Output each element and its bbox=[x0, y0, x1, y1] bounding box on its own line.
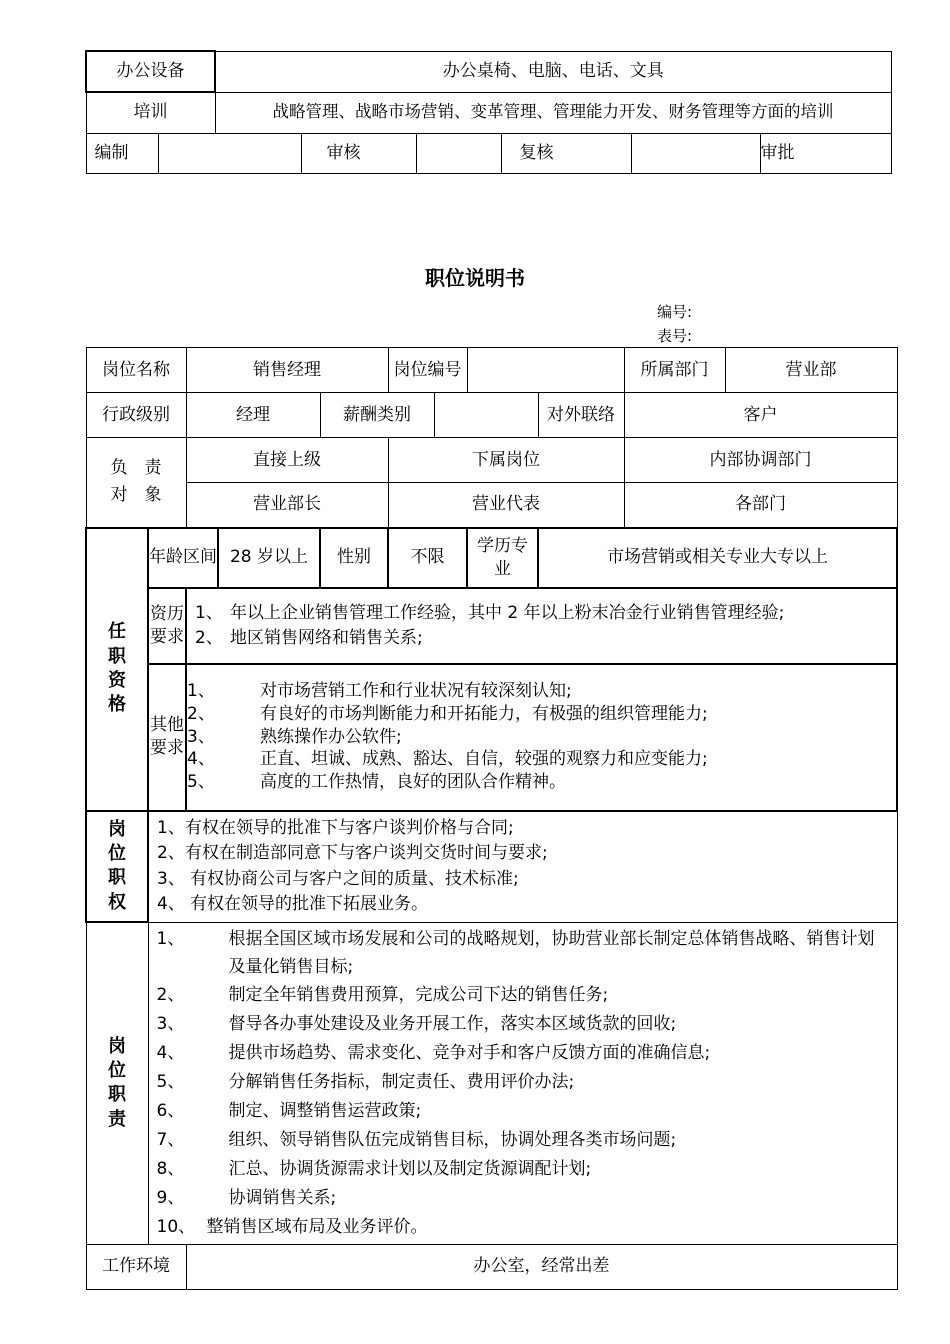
list-item: 1、 根据全国区域市场发展和公司的战略规划，协助营业部长制定总体销售战略、销售计划及量化销售目标; bbox=[156, 928, 875, 977]
office-equipment-label: 办公设备 bbox=[86, 51, 215, 92]
other-requirements bbox=[186, 664, 897, 811]
responsibility-label-line2: 对 象 bbox=[110, 485, 162, 506]
list-item: 4、 正直、坦诚、成熟、豁达、自信，较强的观察力和应变能力; bbox=[187, 749, 708, 770]
authority-list bbox=[148, 811, 897, 923]
department-label: 所属部门 bbox=[624, 348, 725, 393]
list-item: 8、 汇总、协调货源需求计划以及制定货源调配计划; bbox=[156, 1158, 592, 1179]
post-number-label: 岗位编号 bbox=[388, 348, 467, 393]
experience-label bbox=[148, 588, 186, 664]
responsibility-label-line1: 负 责 bbox=[110, 458, 162, 479]
list-item: 3、 熟练操作办公软件; bbox=[187, 726, 402, 747]
qualification-char-3: 资 bbox=[108, 670, 126, 691]
environment-label: 工作环境 bbox=[86, 1244, 186, 1289]
list-item: 3、 有权协商公司与客户之间的质量、技术标准; bbox=[157, 868, 519, 889]
internal-dept-value: 各部门 bbox=[624, 483, 897, 528]
post-name-value: 销售经理 bbox=[186, 348, 388, 393]
subordinate-value: 营业代表 bbox=[388, 483, 624, 528]
office-equipment-value: 办公桌椅、电脑、电话、文具 bbox=[215, 51, 891, 92]
level-label: 行政级别 bbox=[86, 393, 186, 438]
salary-value bbox=[434, 393, 538, 438]
list-item: 6、 制定、调整销售运营政策; bbox=[156, 1100, 422, 1121]
experience-requirements bbox=[186, 588, 897, 664]
job-description-table bbox=[85, 347, 898, 1290]
list-item: 4、 有权在领导的批准下拓展业务。 bbox=[157, 894, 428, 914]
sign-field-compile bbox=[158, 133, 301, 173]
list-item: 2、 制定全年销售费用预算，完成公司下达的销售任务; bbox=[156, 984, 609, 1005]
experience-label-line1: 资历 bbox=[150, 603, 184, 624]
department-value: 营业部 bbox=[725, 348, 897, 393]
superior-label: 直接上级 bbox=[186, 438, 388, 483]
qualification-section-label bbox=[86, 528, 148, 811]
internal-dept-label: 内部协调部门 bbox=[624, 438, 897, 483]
other-requirements-label bbox=[148, 664, 186, 811]
education-value: 市场营销或相关专业大专以上 bbox=[538, 528, 897, 588]
sign-label-recheck: 复核 bbox=[501, 133, 631, 173]
salary-label: 薪酬类别 bbox=[320, 393, 434, 438]
list-item: 7、 组织、领导销售队伍完成销售目标，协调处理各类市场问题; bbox=[156, 1129, 677, 1150]
list-item: 2、 地区销售网络和销售关系; bbox=[195, 627, 423, 648]
age-label: 年龄区间 bbox=[148, 528, 218, 588]
list-item: 2、 有良好的市场判断能力和开拓能力，有极强的组织管理能力; bbox=[187, 703, 708, 724]
responsibility-target-label bbox=[86, 438, 186, 528]
subordinate-label: 下属岗位 bbox=[388, 438, 624, 483]
authority-char-1: 岗 bbox=[108, 818, 126, 840]
top-table bbox=[85, 50, 892, 174]
authority-char-3: 职 bbox=[108, 867, 126, 889]
education-label bbox=[467, 528, 538, 588]
environment-value: 办公室，经常出差 bbox=[186, 1244, 897, 1289]
duties-char-3: 职 bbox=[108, 1084, 126, 1106]
sign-label-review: 审核 bbox=[301, 133, 416, 173]
document-codes bbox=[657, 300, 692, 348]
liaison-value: 客户 bbox=[624, 393, 897, 438]
training-value: 战略管理、战略市场营销、变革管理、管理能力开发、财务管理等方面的培训 bbox=[215, 92, 891, 133]
education-label-line2: 业 bbox=[494, 558, 511, 579]
training-label: 培训 bbox=[86, 92, 215, 133]
sign-field-recheck bbox=[631, 133, 760, 173]
age-value: 28 岁以上 bbox=[218, 528, 320, 588]
duties-char-4: 责 bbox=[108, 1108, 126, 1130]
authority-section-label bbox=[86, 811, 148, 923]
post-name-label: 岗位名称 bbox=[86, 348, 186, 393]
liaison-label: 对外联络 bbox=[538, 393, 624, 438]
list-item: 1、 对市场营销工作和行业状况有较深刻认知; bbox=[187, 680, 572, 701]
sign-label-approve: 审批 bbox=[760, 133, 891, 173]
gender-label: 性别 bbox=[320, 528, 388, 588]
qualification-char-1: 任 bbox=[108, 621, 126, 643]
post-number-value bbox=[467, 348, 624, 393]
list-item: 5、 高度的工作热情，良好的团队合作精神。 bbox=[187, 772, 566, 793]
authority-char-2: 位 bbox=[108, 842, 126, 864]
list-item: 1、 年以上企业销售管理工作经验，其中 2 年以上粉末冶金行业销售管理经验; bbox=[195, 602, 785, 623]
duties-list bbox=[148, 922, 897, 1244]
experience-label-line2: 要求 bbox=[150, 626, 184, 647]
level-value: 经理 bbox=[186, 393, 320, 438]
duties-section-label bbox=[86, 922, 148, 1244]
list-item: 9、 协调销售关系; bbox=[156, 1187, 337, 1208]
list-item: 3、 督导各办事处建设及业务开展工作，落实本区域货款的回收; bbox=[156, 1013, 677, 1034]
code-label: 编号: bbox=[657, 303, 693, 321]
other-label-line2: 要求 bbox=[150, 738, 184, 758]
duties-char-2: 位 bbox=[108, 1059, 126, 1081]
qualification-char-2: 职 bbox=[108, 645, 126, 667]
sign-field-review bbox=[416, 133, 501, 173]
form-label: 表号: bbox=[657, 327, 693, 345]
list-item: 1、 有权在领导的批准下与客户谈判价格与合同; bbox=[157, 817, 514, 838]
education-label-line1: 学历专 bbox=[477, 536, 528, 557]
page-title: 职位说明书 bbox=[425, 266, 525, 290]
list-item: 10、 整销售区域布局及业务评价。 bbox=[156, 1216, 428, 1237]
list-item: 5、 分解销售任务指标，制定责任、费用评价办法; bbox=[156, 1071, 575, 1092]
sign-label-compile: 编制 bbox=[86, 133, 158, 173]
qualification-char-4: 格 bbox=[108, 694, 126, 716]
authority-char-4: 权 bbox=[108, 891, 126, 913]
superior-value: 营业部长 bbox=[186, 483, 388, 528]
list-item: 2、 有权在制造部同意下与客户谈判交货时间与要求; bbox=[157, 843, 548, 863]
list-item: 4、 提供市场趋势、需求变化、竞争对手和客户反馈方面的准确信息; bbox=[156, 1042, 711, 1063]
duties-char-1: 岗 bbox=[108, 1035, 126, 1057]
gender-value: 不限 bbox=[388, 528, 467, 588]
other-label-line1: 其他 bbox=[150, 715, 184, 736]
